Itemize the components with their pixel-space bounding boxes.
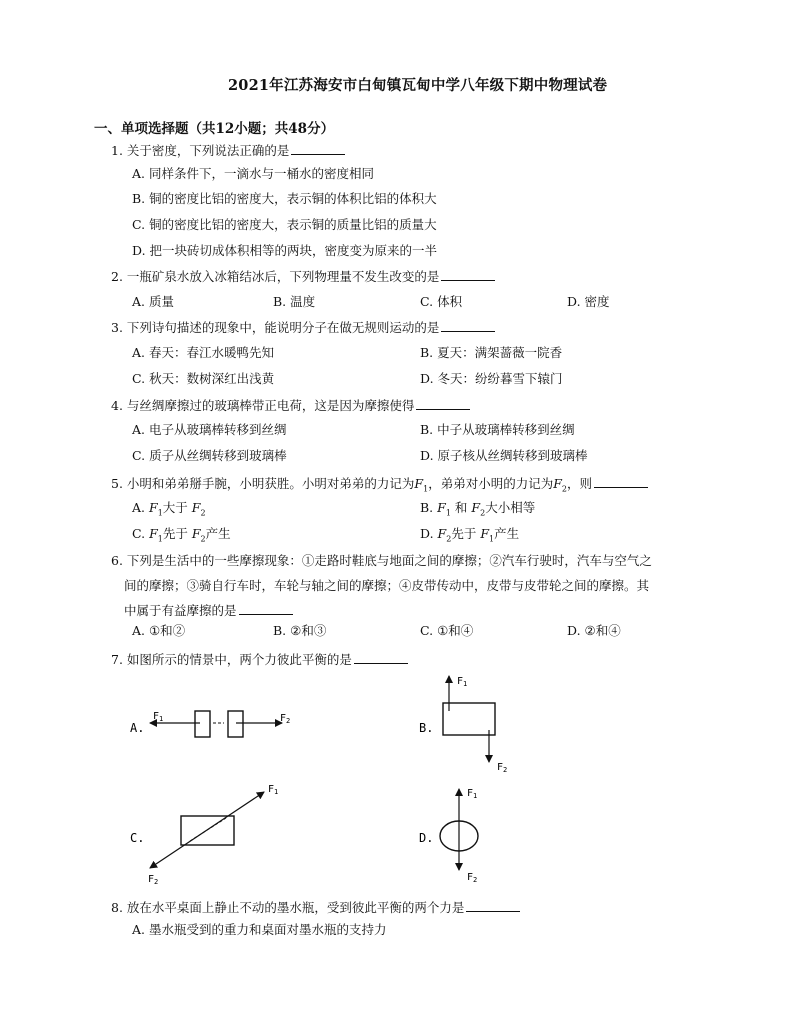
q7-force-diagrams (0, 668, 794, 898)
q1-option-d: D. 把一块砖切成体积相等的两块，密度变为原来的一半 (132, 243, 438, 258)
answer-blank (416, 398, 470, 410)
q2-option-d: D. 密度 (567, 294, 610, 309)
answer-blank (441, 320, 495, 332)
diagram-c-f1-label: $F_1$ (268, 784, 279, 796)
q5-option-c: C. $F_1$先于 $F_2$产生 (132, 526, 231, 544)
answer-blank (466, 900, 520, 912)
diagram-d-f1-label: $F_1$ (467, 788, 478, 800)
question-8-stem: 8. 放在水平桌面上静止不动的墨水瓶，受到彼此平衡的两个力是 (111, 900, 520, 916)
question-4-stem: 4. 与丝绸摩擦过的玻璃棒带正电荷，这是因为摩擦使得 (111, 398, 470, 414)
diagram-c (130, 784, 278, 886)
diagram-d-f2-label: $F_2$ (467, 872, 478, 884)
q6-option-b: B. ②和③ (273, 623, 327, 638)
diagram-b-f2-label: $F_2$ (497, 762, 508, 774)
q4-option-b: B. 中子从玻璃棒转移到丝绸 (420, 422, 575, 437)
q1-option-a: A. 同样条件下，一滴水与一桶水的密度相同 (132, 166, 374, 181)
diagram-a-block-right (228, 711, 243, 737)
q2-option-b: B. 温度 (273, 294, 316, 309)
diagram-b (419, 676, 507, 774)
diagram-c-block (181, 816, 234, 845)
diagram-b-f1-label: $F_1$ (457, 676, 468, 688)
diagram-a-f2-label: $F_2$ (280, 713, 291, 725)
diagram-a-f1-label: $F_1$ (153, 711, 164, 723)
question-2-stem: 2. 一瓶矿泉水放入冰箱结冰后，下列物理量不发生改变的是 (111, 269, 495, 285)
diagram-b-label: B. (419, 721, 434, 735)
section-heading: 一、单项选择题（共12小题；共48分） (94, 121, 335, 137)
question-7-stem: 7. 如图所示的情景中，两个力彼此平衡的是 (111, 652, 408, 668)
q8-option-a: A. 墨水瓶受到的重力和桌面对墨水瓶的支持力 (132, 922, 387, 937)
answer-blank (354, 652, 408, 664)
answer-blank (594, 476, 648, 488)
exam-title: 2021年江苏海安市白甸镇瓦甸中学八年级下期中物理试卷 (228, 77, 608, 94)
q5-option-d: D. $F_2$先于 $F_1$产生 (420, 526, 520, 544)
question-3-stem: 3. 下列诗句描述的现象中，能说明分子在做无规则运动的是 (111, 320, 495, 336)
diagram-a-label: A. (130, 721, 145, 735)
q1-option-b: B. 铜的密度比铝的密度大，表示铜的体积比铝的体积大 (132, 191, 437, 206)
q2-option-c: C. 体积 (420, 294, 463, 309)
question-5-stem: 5. 小明和弟弟掰手腕，小明获胜。小明对弟弟的力记为$F_1$，弟弟对小明的力记为$F_2$，则 (111, 476, 648, 498)
q2-option-a: A. 质量 (132, 294, 174, 309)
q3-option-d: D. 冬天：纷纷暮雪下辕门 (420, 371, 563, 386)
q6-option-a: A. ①和② (132, 623, 186, 638)
q4-option-d: D. 原子核从丝绸转移到玻璃棒 (420, 448, 588, 463)
diagram-b-block (443, 703, 495, 735)
question-1-stem: 1. 关于密度，下列说法正确的是 (111, 143, 345, 159)
q3-option-b: B. 夏天：满架蔷薇一院香 (420, 345, 563, 360)
q5-option-a: A. $F_1$大于 $F_2$ (132, 500, 206, 518)
diagram-a-block-left (195, 711, 210, 737)
q4-option-c: C. 质子从丝绸转移到玻璃棒 (132, 448, 287, 463)
question-6-line-2: 间的摩擦；③骑自行车时，车轮与轴之间的摩擦；④皮带传动中，皮带与皮带轮之间的摩擦。其 (124, 578, 650, 593)
q4-option-a: A. 电子从玻璃棒转移到丝绸 (132, 422, 287, 437)
diagram-d-label: D. (419, 831, 434, 845)
question-6-line-3: 中属于有益摩擦的是 (124, 603, 293, 619)
q6-option-d: D. ②和④ (567, 623, 621, 638)
diagram-c-f2-label: $F_2$ (148, 874, 159, 886)
q3-option-a: A. 春天：春江水暖鸭先知 (132, 345, 274, 360)
answer-blank (441, 269, 495, 281)
diagram-d (419, 788, 478, 884)
question-6-line-1: 6. 下列是生活中的一些摩擦现象：①走路时鞋底与地面之间的摩擦；②汽车行驶时，汽车与空气之 (111, 553, 652, 568)
answer-blank (291, 143, 345, 155)
q1-option-c: C. 铜的密度比铝的密度大，表示铜的质量比铝的质量大 (132, 217, 437, 232)
q6-option-c: C. ①和④ (420, 623, 474, 638)
diagram-c-arrow-f2 (150, 830, 207, 868)
q3-option-c: C. 秋天：数树深红出浅黄 (132, 371, 275, 386)
q5-option-b: B. $F_1$ 和 $F_2$大小相等 (420, 500, 536, 518)
diagram-c-label: C. (130, 831, 145, 845)
diagram-a (130, 711, 290, 737)
answer-blank (239, 603, 293, 615)
